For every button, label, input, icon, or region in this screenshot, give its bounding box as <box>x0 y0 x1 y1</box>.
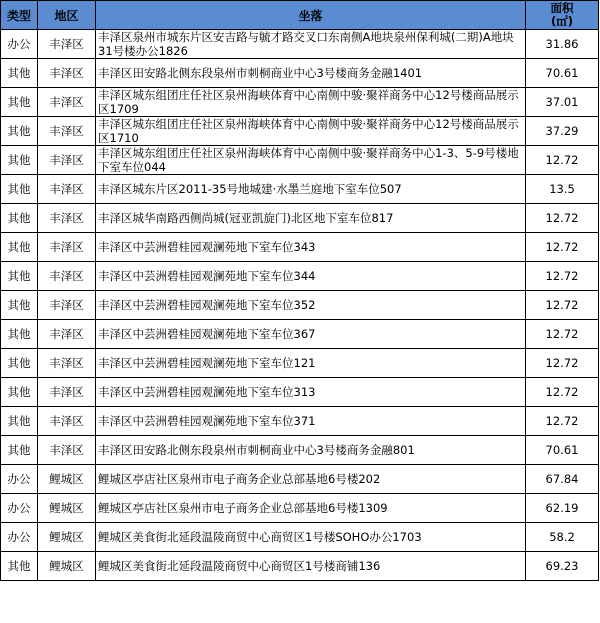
cell-type: 其他 <box>1 175 38 204</box>
header-area-unit: (㎡) <box>550 14 573 28</box>
cell-location: 丰泽区中芸洲碧桂园观澜苑地下室车位352 <box>96 291 526 320</box>
table-row <box>1 436 599 465</box>
table-row <box>1 378 599 407</box>
cell-type: 其他 <box>1 233 38 262</box>
table-row <box>1 552 599 581</box>
cell-location: 丰泽区中芸洲碧桂园观澜苑地下室车位343 <box>96 233 526 262</box>
header-area-label: 面积 <box>550 1 574 15</box>
cell-district: 丰泽区 <box>38 378 96 407</box>
cell-location: 鲤城区亭店社区泉州市电子商务企业总部基地6号楼1309 <box>96 494 526 523</box>
cell-location: 丰泽区中芸洲碧桂园观澜苑地下室车位344 <box>96 262 526 291</box>
table-row <box>1 523 599 552</box>
cell-type: 办公 <box>1 494 38 523</box>
cell-type: 其他 <box>1 436 38 465</box>
cell-area: 12.72 <box>526 233 599 262</box>
table-row <box>1 146 599 175</box>
cell-district: 鲤城区 <box>38 552 96 581</box>
header-area <box>526 1 599 30</box>
table-row <box>1 59 599 88</box>
cell-area: 12.72 <box>526 407 599 436</box>
cell-district: 鲤城区 <box>38 523 96 552</box>
cell-area: 58.2 <box>526 523 599 552</box>
cell-type: 其他 <box>1 349 38 378</box>
cell-location: 丰泽区城东组团庄任社区泉州海峡体育中心南侧中骏·聚祥商务中心1-3、5-9号楼地下室车位044 <box>96 146 526 175</box>
cell-area: 31.86 <box>526 30 599 59</box>
table-row <box>1 117 599 146</box>
cell-area: 62.19 <box>526 494 599 523</box>
cell-location: 丰泽区泉州市城东片区安吉路与毓才路交叉口东南侧A地块泉州保利城(二期)A地块31号楼办公1826 <box>96 30 526 59</box>
header-district: 地区 <box>38 1 96 30</box>
table-row <box>1 494 599 523</box>
table-row <box>1 88 599 117</box>
cell-type: 办公 <box>1 465 38 494</box>
cell-area: 12.72 <box>526 320 599 349</box>
cell-area: 12.72 <box>526 378 599 407</box>
cell-location: 丰泽区城东组团庄任社区泉州海峡体育中心南侧中骏·聚祥商务中心12号楼商品展示区1709 <box>96 88 526 117</box>
cell-district: 丰泽区 <box>38 175 96 204</box>
cell-location: 丰泽区田安路北侧东段泉州市刺桐商业中心3号楼商务金融801 <box>96 436 526 465</box>
cell-type: 其他 <box>1 204 38 233</box>
cell-district: 丰泽区 <box>38 349 96 378</box>
cell-district: 丰泽区 <box>38 117 96 146</box>
cell-area: 13.5 <box>526 175 599 204</box>
cell-area: 12.72 <box>526 349 599 378</box>
cell-district: 丰泽区 <box>38 262 96 291</box>
cell-location: 鲤城区美食街北延段温陵商贸中心商贸区1号楼商铺136 <box>96 552 526 581</box>
cell-type: 其他 <box>1 552 38 581</box>
cell-area: 12.72 <box>526 262 599 291</box>
cell-type: 其他 <box>1 407 38 436</box>
cell-type: 其他 <box>1 262 38 291</box>
table-row <box>1 291 599 320</box>
header-type: 类型 <box>1 1 38 30</box>
cell-type: 其他 <box>1 291 38 320</box>
cell-type: 其他 <box>1 117 38 146</box>
header-row <box>1 1 599 30</box>
cell-district: 丰泽区 <box>38 291 96 320</box>
cell-district: 鲤城区 <box>38 494 96 523</box>
cell-area: 69.23 <box>526 552 599 581</box>
table-row <box>1 262 599 291</box>
table-row <box>1 204 599 233</box>
header-location: 坐落 <box>96 1 526 30</box>
cell-location: 丰泽区中芸洲碧桂园观澜苑地下室车位313 <box>96 378 526 407</box>
cell-district: 丰泽区 <box>38 204 96 233</box>
cell-district: 丰泽区 <box>38 436 96 465</box>
cell-district: 丰泽区 <box>38 407 96 436</box>
cell-district: 鲤城区 <box>38 465 96 494</box>
cell-location: 丰泽区中芸洲碧桂园观澜苑地下室车位367 <box>96 320 526 349</box>
cell-area: 12.72 <box>526 291 599 320</box>
cell-location: 丰泽区中芸洲碧桂园观澜苑地下室车位121 <box>96 349 526 378</box>
table-row <box>1 465 599 494</box>
cell-location: 丰泽区田安路北侧东段泉州市刺桐商业中心3号楼商务金融1401 <box>96 59 526 88</box>
cell-area: 70.61 <box>526 59 599 88</box>
table-body <box>1 30 599 581</box>
cell-area: 37.29 <box>526 117 599 146</box>
cell-type: 其他 <box>1 88 38 117</box>
cell-type: 其他 <box>1 59 38 88</box>
table-row <box>1 407 599 436</box>
cell-location: 丰泽区城东片区2011-35号地城建·水墨兰庭地下室车位507 <box>96 175 526 204</box>
cell-location: 丰泽区城华南路西侧尚城(冠亚凯旋门)北区地下室车位817 <box>96 204 526 233</box>
cell-area: 37.01 <box>526 88 599 117</box>
table-row <box>1 349 599 378</box>
cell-district: 丰泽区 <box>38 146 96 175</box>
cell-type: 其他 <box>1 378 38 407</box>
table-row <box>1 30 599 59</box>
table-row <box>1 175 599 204</box>
cell-location: 丰泽区城东组团庄任社区泉州海峡体育中心南侧中骏·聚祥商务中心12号楼商品展示区1710 <box>96 117 526 146</box>
table-row <box>1 233 599 262</box>
cell-area: 12.72 <box>526 204 599 233</box>
cell-type: 其他 <box>1 146 38 175</box>
cell-type: 办公 <box>1 523 38 552</box>
cell-location: 丰泽区中芸洲碧桂园观澜苑地下室车位371 <box>96 407 526 436</box>
cell-area: 70.61 <box>526 436 599 465</box>
cell-district: 丰泽区 <box>38 320 96 349</box>
cell-area: 12.72 <box>526 146 599 175</box>
cell-area: 67.84 <box>526 465 599 494</box>
cell-district: 丰泽区 <box>38 30 96 59</box>
table-row <box>1 320 599 349</box>
cell-type: 其他 <box>1 320 38 349</box>
cell-type: 办公 <box>1 30 38 59</box>
cell-district: 丰泽区 <box>38 88 96 117</box>
cell-district: 丰泽区 <box>38 233 96 262</box>
cell-location: 鲤城区美食街北延段温陵商贸中心商贸区1号楼SOHO办公1703 <box>96 523 526 552</box>
cell-location: 鲤城区亭店社区泉州市电子商务企业总部基地6号楼202 <box>96 465 526 494</box>
cell-district: 丰泽区 <box>38 59 96 88</box>
